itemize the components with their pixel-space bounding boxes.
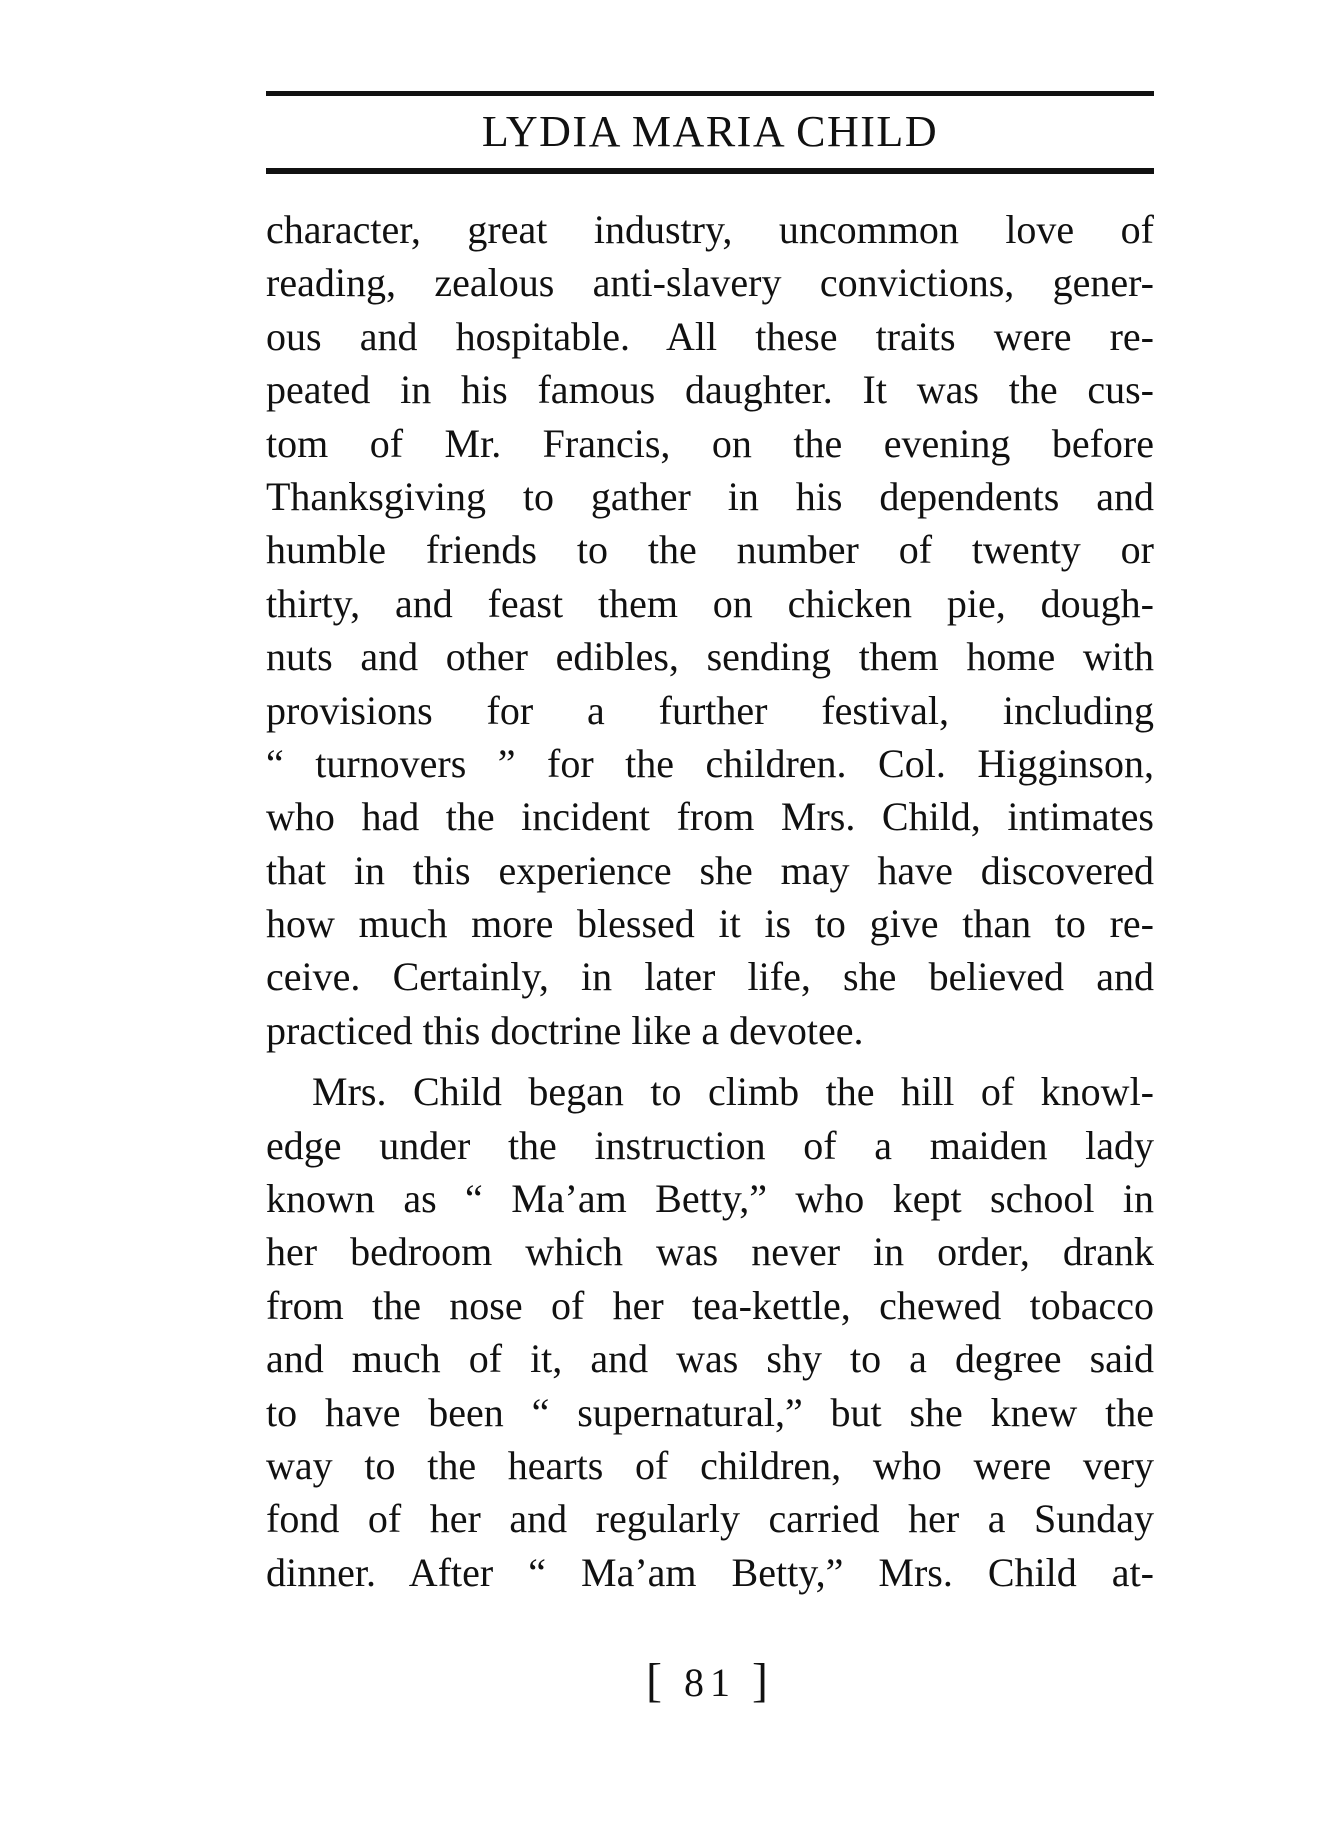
folio-bracket-close: ] xyxy=(752,1654,774,1707)
text-line: how much more blessed it is to give than to re- xyxy=(266,901,1154,947)
text-line: “ turnovers ” for the children. Col. Higginson, xyxy=(266,740,1154,786)
header-rule-top xyxy=(266,91,1154,96)
text-line: ceive. Certainly, in later life, she believed and xyxy=(266,954,1154,1000)
text-line: fond of her and regularly carried her a Sunday xyxy=(266,1496,1154,1542)
text-line: thirty, and feast them on chicken pie, dough- xyxy=(266,580,1154,626)
text-line: peated in his famous daughter. It was the cus- xyxy=(266,367,1154,413)
text-line: edge under the instruction of a maiden lady xyxy=(266,1122,1154,1168)
text-line: practiced this doctrine like a devotee. xyxy=(266,1007,864,1053)
text-line: humble friends to the number of twenty or xyxy=(266,527,1154,573)
header-rule-bottom xyxy=(266,168,1154,174)
text-line: and much of it, and was shy to a degree said xyxy=(266,1336,1154,1382)
text-line: provisions for a further festival, including xyxy=(266,687,1154,733)
book-page xyxy=(266,0,1154,1840)
text-line: that in this experience she may have discovered xyxy=(266,847,1154,893)
running-title: LYDIA MARIA CHILD xyxy=(481,107,939,156)
text-line: to have been “ supernatural,” but she knew the xyxy=(266,1389,1154,1435)
text-line: who had the incident from Mrs. Child, intimates xyxy=(266,794,1154,840)
text-line: Mrs. Child began to climb the hill of knowl- xyxy=(312,1069,1154,1115)
text-line: dinner. After “ Ma’am Betty,” Mrs. Child at- xyxy=(266,1549,1154,1595)
text-line: Thanksgiving to gather in his dependents and xyxy=(266,473,1154,519)
paragraph-gap xyxy=(266,1057,1154,1065)
text-line: reading, zealous anti-slavery convictions, gener- xyxy=(266,260,1154,306)
text-line: known as “ Ma’am Betty,” who kept school in xyxy=(266,1176,1154,1222)
page-number xyxy=(266,1655,1154,1709)
paragraph-2 xyxy=(266,1065,1154,1599)
text-line: from the nose of her tea-kettle, chewed tobacco xyxy=(266,1282,1154,1328)
body-text xyxy=(266,203,1154,1599)
paragraph-1 xyxy=(266,203,1154,1057)
text-line: nuts and other edibles, sending them home with xyxy=(266,634,1154,680)
page-number-value: 81 xyxy=(684,1660,736,1705)
text-line: character, great industry, uncommon love of xyxy=(266,207,1154,252)
folio-bracket-open: [ xyxy=(646,1654,668,1707)
text-line: tom of Mr. Francis, on the evening before xyxy=(266,420,1154,466)
text-line: ous and hospitable. All these traits were re- xyxy=(266,313,1154,359)
text-line: her bedroom which was never in order, drank xyxy=(266,1229,1154,1275)
text-line: way to the hearts of children, who were very xyxy=(266,1442,1154,1488)
